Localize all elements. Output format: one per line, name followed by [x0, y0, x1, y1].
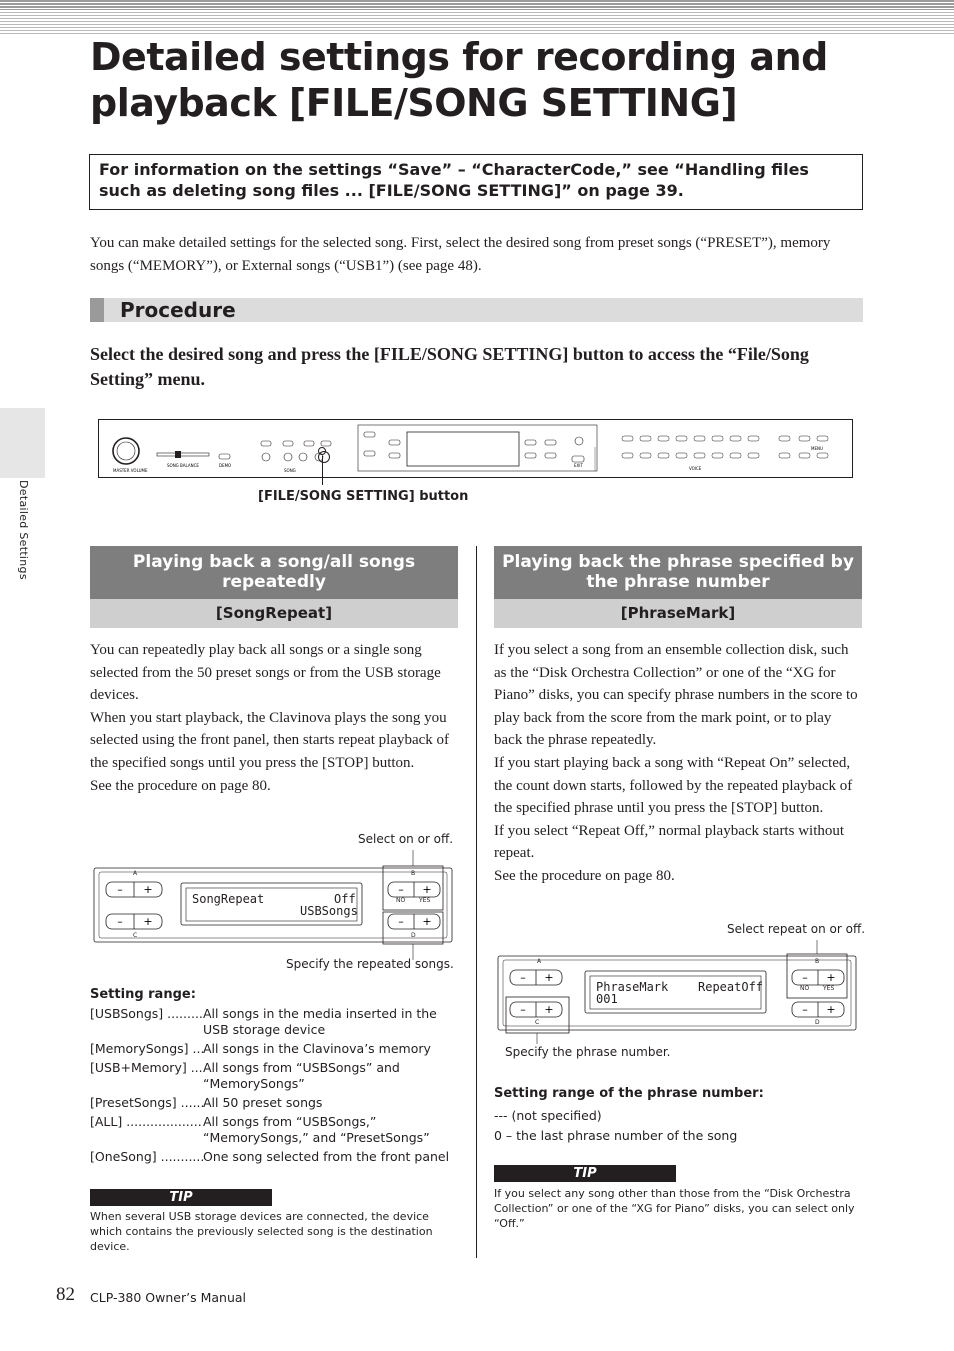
select-on-off-caption: Select on or off. — [358, 832, 454, 846]
button-letter-a: A — [133, 870, 138, 877]
phrase-range-list — [494, 1106, 862, 1145]
svg-text:–: – — [520, 1003, 526, 1016]
button-letter-b: B — [411, 870, 416, 877]
lcd-line1-left: PhraseMark — [596, 980, 669, 994]
range-value: All songs from “USBSongs,” “MemorySongs,” and “PresetSongs” — [203, 1114, 430, 1145]
button-letter-c: C — [133, 932, 138, 939]
voice-buttons — [622, 436, 828, 458]
phrase-range-heading: Setting range of the phrase number: — [494, 1086, 764, 1101]
songrepeat-body — [90, 639, 458, 797]
range-row — [90, 1114, 455, 1146]
procedure-heading: Procedure — [120, 298, 236, 322]
specify-repeated-songs-caption: Specify the repeated songs. — [286, 957, 454, 971]
phrasemark-subheader: [PhraseMark] — [494, 599, 862, 628]
page-title-line: playback [FILE/SONG SETTING] — [90, 81, 738, 125]
front-panel-diagram — [98, 419, 853, 478]
master-volume-label: MASTER VOLUME — [113, 468, 148, 473]
no-label: NO — [396, 897, 406, 904]
page-title-line: Detailed settings for recording and — [90, 35, 828, 79]
svg-text:–: – — [802, 1003, 808, 1016]
section-header-line: Playing back a song/all songs — [132, 552, 416, 572]
section-header-line: Playing back the phrase specified by — [502, 552, 854, 572]
phrasemark-display-drawing — [494, 940, 860, 1046]
body-paragraph: You can repeatedly play back all songs or a single song selected from the 50 preset songs or from the USB storage devices. — [90, 642, 441, 704]
song-label: SONG — [284, 468, 296, 473]
range-key: [USBSongs] ..... — [90, 1006, 203, 1038]
procedure-heading-bar — [90, 298, 863, 322]
setting-range-table — [90, 1006, 455, 1168]
front-panel-drawing — [99, 420, 854, 479]
callout-line — [322, 456, 323, 485]
svg-text:+: + — [826, 971, 836, 984]
svg-text:–: – — [117, 915, 123, 928]
svg-text:+: + — [826, 1003, 836, 1016]
voice-label: VOICE — [689, 466, 702, 471]
menu-label: MENU — [811, 446, 823, 451]
info-note-box: For information on the settings “Save” – “CharacterCode,” see “Handling files such as deleting song files ... [FILE/SONG SETTING]” on page 39. — [89, 154, 863, 210]
side-tab — [0, 408, 45, 478]
range-row — [90, 1041, 455, 1057]
lcd-line2-right: USBSongs — [300, 904, 358, 918]
range-row — [90, 1060, 455, 1092]
section-header-line: the phrase number — [586, 572, 770, 592]
range-key: [OneSong] ..... — [90, 1149, 203, 1165]
demo-label: DEMO — [219, 463, 232, 468]
button-letter-d: D — [815, 1019, 820, 1026]
specify-phrase-number-caption: Specify the phrase number. — [505, 1045, 671, 1059]
side-section-label: Detailed Settings — [17, 480, 30, 580]
button-letter-b: B — [815, 958, 820, 965]
svg-text:+: + — [422, 883, 432, 896]
svg-text:+: + — [143, 883, 153, 896]
phrasemark-display-diagram — [494, 940, 860, 1046]
range-value: All songs in the Clavinova’s memory — [203, 1041, 431, 1056]
intro-paragraph: You can make detailed settings for the selected song. First, select the desired song from preset songs (“PRESET”), memory songs (“MEMORY”), or External songs (“USB1”) (see page 48). — [90, 235, 831, 274]
body-paragraph: If you start playing back a song with “Repeat On” selected, the count down starts, followed by the repeated playback of the specified phrase until you press the [STOP] button. — [494, 754, 853, 817]
procedure-step: Select the desired song and press the [FILE/SONG SETTING] button to access the “File/Song Setting” menu. — [90, 344, 809, 389]
svg-text:–: – — [398, 883, 404, 896]
phrasemark-body — [494, 639, 862, 888]
manual-name: CLP-380 Owner’s Manual — [90, 1290, 246, 1305]
range-key: [PresetSongs] ..... — [90, 1095, 203, 1111]
lcd-line1-right: Off — [334, 892, 356, 906]
select-repeat-caption: Select repeat on or off. — [727, 922, 866, 936]
yes-label: YES — [419, 897, 431, 904]
lcd-line1-right: RepeatOff — [698, 980, 764, 994]
range-item: --- (not specified) — [494, 1108, 602, 1123]
svg-text:+: + — [544, 1003, 554, 1016]
body-paragraph: If you select a song from an ensemble collection disk, such as the “Disk Orchestra Collection” or one of the “XG for Piano” disks, you can specify phrase numbers in the score to play back from the score from the mark point, or to play back the phrase repeatedly. — [494, 642, 858, 749]
button-letter-d: D — [411, 932, 416, 939]
range-value: All songs from “USBSongs” and “MemorySongs” — [203, 1060, 400, 1091]
file-song-setting-button-highlight — [318, 447, 326, 455]
svg-text:+: + — [143, 915, 153, 928]
svg-text:+: + — [544, 971, 554, 984]
range-value: All songs in the media inserted in the USB storage device — [203, 1006, 437, 1037]
range-key: [ALL] ..... — [90, 1114, 203, 1146]
songrepeat-section-header — [90, 546, 458, 599]
range-item: 0 – the last phrase number of the song — [494, 1127, 738, 1143]
button-letter-a: A — [537, 958, 542, 965]
song-balance-label: SONG BALANCE — [167, 463, 199, 468]
display-side-buttons — [364, 432, 584, 462]
tip-label: TIP — [90, 1189, 272, 1206]
svg-text:–: – — [117, 883, 123, 896]
range-row — [90, 1095, 455, 1111]
song-balance-slider — [157, 453, 209, 456]
tip-text: When several USB storage devices are connected, the device which contains the previously selected song is the destination device. — [90, 1210, 433, 1253]
svg-text:+: + — [422, 915, 432, 928]
body-paragraph: If you select “Repeat Off,” normal playback starts without repeat. — [494, 822, 845, 862]
setting-range-heading: Setting range: — [90, 987, 196, 1002]
column-divider — [476, 546, 477, 1258]
svg-text:–: – — [520, 971, 526, 984]
lcd-line1-left: SongRepeat — [192, 892, 265, 906]
phrasemark-section-header — [494, 546, 862, 599]
range-row — [90, 1149, 455, 1165]
button-letter-c: C — [535, 1019, 540, 1026]
exit-label: EXIT — [574, 463, 583, 468]
page-number: 82 — [56, 1284, 75, 1305]
range-key: [USB+Memory] ..... — [90, 1060, 203, 1092]
body-paragraph: When you start playback, the Clavinova plays the song you selected using the front panel, then starts repeat playback of the specified songs until you press the [STOP] button. — [90, 709, 450, 771]
svg-text:–: – — [802, 971, 808, 984]
section-header-line: repeatedly — [222, 572, 326, 592]
tip-text: If you select any song other than those from the “Disk Orchestra Collection” or one of the “XG for Piano” disks, you can select only “Off.” — [494, 1187, 855, 1230]
body-paragraph: See the procedure on page 80. — [494, 867, 675, 884]
no-label: NO — [800, 985, 810, 992]
file-song-setting-callout: [FILE/SONG SETTING] button — [258, 489, 469, 504]
songrepeat-subheader: [SongRepeat] — [90, 599, 458, 628]
page-title — [90, 34, 930, 126]
range-value: One song selected from the front panel — [203, 1149, 450, 1164]
procedure-marker — [90, 298, 104, 322]
lcd-screen — [407, 432, 519, 466]
tip-label: TIP — [494, 1165, 676, 1182]
range-key: [MemorySongs] ..... — [90, 1041, 203, 1057]
body-paragraph: See the procedure on page 80. — [90, 777, 271, 794]
svg-text:–: – — [398, 915, 404, 928]
yes-label: YES — [823, 985, 835, 992]
range-row — [90, 1006, 455, 1038]
range-value: All 50 preset songs — [203, 1095, 323, 1110]
header-stripes — [0, 0, 954, 36]
lcd-line2-left: 001 — [596, 992, 618, 1006]
